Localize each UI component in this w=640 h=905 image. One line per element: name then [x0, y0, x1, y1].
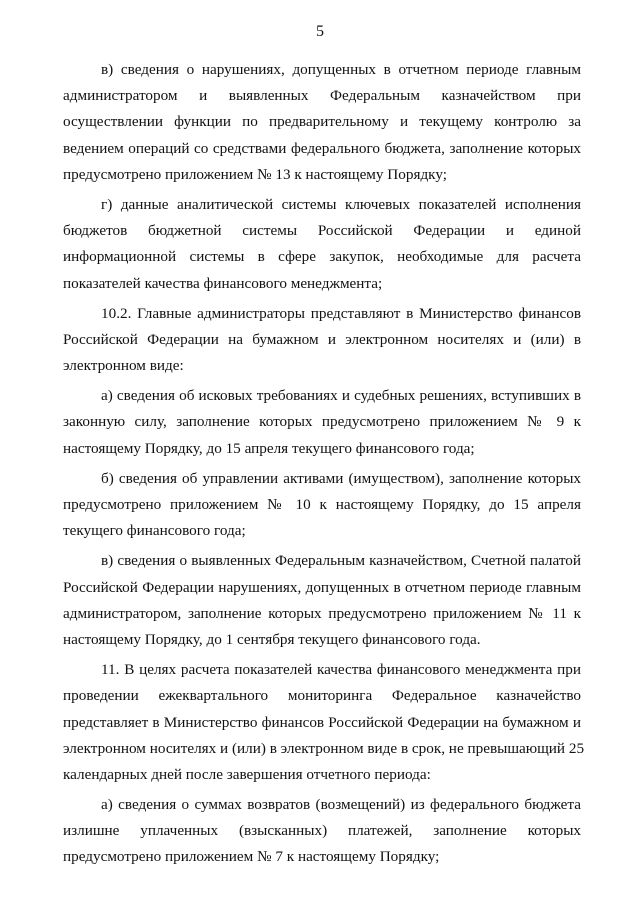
paragraph: [63, 192, 581, 297]
paragraph: [63, 548, 581, 653]
paragraph-line: Российской Федерации нарушениях, допущенных в отчетном периоде главным: [63, 578, 581, 596]
paragraph-line: а) сведения об исковых требованиях и судебных решениях, вступивших в: [101, 387, 581, 405]
paragraph-line: представляет в Министерство финансов Российской Федерации на бумажном и: [63, 713, 581, 731]
paragraph-line: календарных дней после завершения отчетного периода:: [63, 765, 431, 783]
paragraph-line: предусмотрено приложением № 7 к настоящему Порядку;: [63, 848, 440, 866]
paragraph-line: 10.2. Главные администраторы представляют в Министерство финансов: [101, 304, 581, 322]
paragraph-line: б) сведения об управлении активами (имуществом), заполнение которых: [101, 469, 581, 487]
paragraph-line: 11. В целях расчета показателей качества финансового менеджмента при: [101, 661, 581, 679]
paragraph: [63, 792, 581, 871]
paragraph-line: электронном виде:: [63, 357, 184, 375]
paragraph-line: предусмотрено приложением № 10 к настоящему Порядку, до 15 апреля: [63, 496, 581, 513]
paragraph-line: излишне уплаченных (взысканных) платежей, заполнение которых: [63, 822, 581, 840]
paragraph-line: предусмотрено приложением № 13 к настоящему Порядку;: [63, 165, 447, 183]
paragraph: [63, 657, 585, 788]
paragraph-line: а) сведения о суммах возвратов (возмещений) из федерального бюджета: [101, 796, 581, 814]
paragraph-line: информационной системы в сфере закупок, необходимые для расчета: [63, 248, 581, 266]
paragraph-line: в) сведения о нарушениях, допущенных в отчетном периоде главным: [101, 61, 581, 78]
paragraph-line: настоящему Порядку, до 1 сентября текущего финансового года.: [63, 630, 481, 648]
paragraph-line: законную силу, заполнение которых предусмотрено приложением № 9 к: [63, 413, 581, 431]
paragraph-line: текущего финансового года;: [63, 522, 246, 540]
paragraph-line: осуществлении функции по предварительному и текущему контролю за: [63, 113, 581, 131]
paragraph-line: в) сведения о выявленных Федеральным казначейством, Счетной палатой: [101, 552, 581, 570]
paragraph-line: бюджетов бюджетной системы Российской Федерации и единой: [63, 222, 581, 240]
paragraph: [63, 466, 581, 545]
paragraph-line: администратором, заполнение которых предусмотрено приложением № 11 к: [63, 604, 581, 622]
paragraph: [63, 57, 581, 188]
paragraph-line: электронном носителях и (или) в электронном виде в срок, не превышающий 25: [63, 739, 585, 757]
document-body: [63, 57, 585, 875]
paragraph-line: Российской Федерации на бумажном и электронном носителях и (или) в: [63, 330, 581, 348]
paragraph-line: г) данные аналитической системы ключевых показателей исполнения: [101, 195, 581, 213]
paragraph-line: администратором и выявленных Федеральным казначейством при: [63, 87, 581, 105]
paragraph-line: настоящему Порядку, до 15 апреля текущего финансового года;: [63, 439, 475, 457]
paragraph: [63, 383, 581, 462]
paragraph-line: показателей качества финансового менеджмента;: [63, 274, 383, 292]
paragraph: [63, 301, 581, 380]
page-number: 5: [316, 23, 324, 40]
paragraph-line: ведением операций со средствами федерального бюджета, заполнение которых: [63, 139, 581, 157]
paragraph-line: проведении ежеквартального мониторинга Федеральное казначейство: [63, 687, 581, 705]
